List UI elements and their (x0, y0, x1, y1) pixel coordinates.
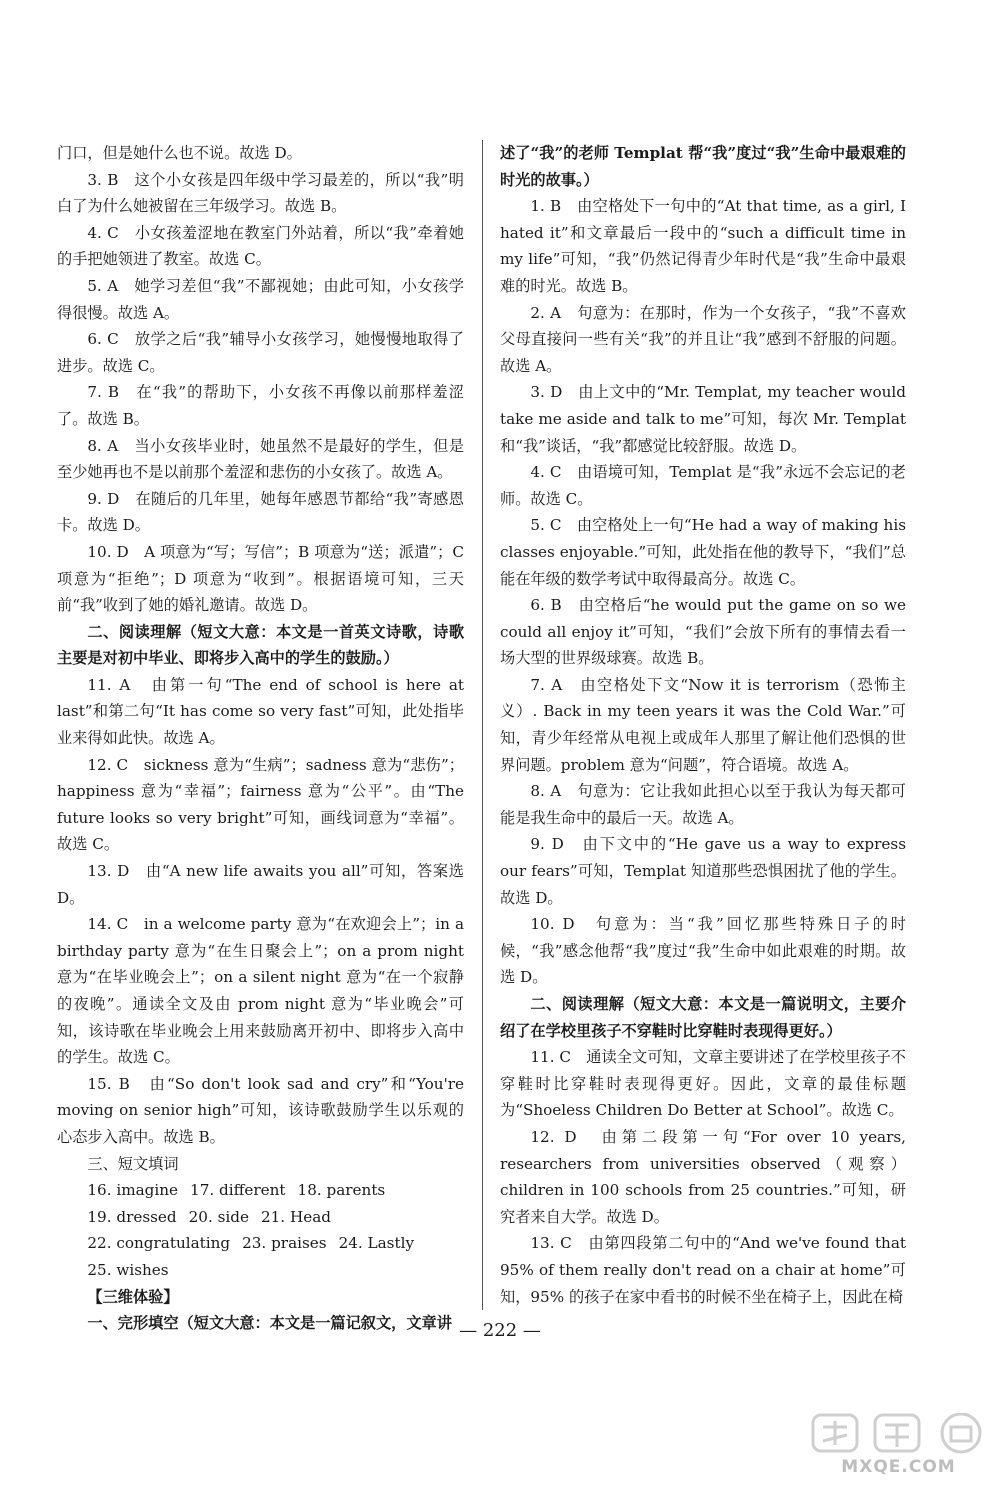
answer-item: 15. B 由“So don't look sad and cry”和“You're moving on senior high”可知，该诗歌鼓励学生以乐观的心态步入高中。故选 B。 (57, 1074, 464, 1146)
answer-item: 5. C 由空格处上一句“He had a way of making his classes enjoyable.”可知，此处指在他的教导下，“我们”总能在年级的数学考试中取得最高分。故选 C。 (500, 516, 906, 588)
answer-item: 14. C in a welcome party 意为“在欢迎会上”；in a birthday party 意为“在生日聚会上”；on a prom night 意为“在毕业晚会上”；on a silent night 意为“在一个寂静的夜晚”。通读全文及由 prom night 意为“毕业晚会”可知，该诗歌在毕业晚会上用来鼓励离开初中、即将步入高中的学生。故选 C。 (57, 915, 464, 1067)
vocab-item: 16. imagine (87, 1181, 179, 1200)
answer-item: 10. D 句意为：当“我”回忆那些特殊日子的时候，“我”感念他帮“我”度过“我”生命中如此艰难的时期。故选 D。 (500, 915, 906, 987)
answer-item: 12. D 由第二段第一句“For over 10 years, researchers from universities observed（观察）children in 100 schools from 25 countries.”可知，研究者来自大学。故选 D。 (500, 1127, 906, 1226)
section-heading: 【三维体验】 (87, 1287, 179, 1306)
vocab-item: 19. dressed (87, 1207, 177, 1226)
section-heading: 二、阅读理解（短文大意：本文是一篇说明文，主要介绍了在学校里孩子不穿鞋时比穿鞋时表现得更好。） (500, 995, 906, 1040)
vocab-item: 24. Lastly (338, 1234, 415, 1253)
watermark-logo-icon (811, 1413, 986, 1455)
watermark (811, 1413, 986, 1477)
page-number: — 222 — (459, 1320, 541, 1341)
answer-item: 13. C 由第四段第二句中的“And we've found that 95% of them really don't read on a chair at home”可知，95% 的孩子在家中看书的时候不坐在椅子上，因此在椅 (500, 1234, 906, 1306)
answer-item: 7. B 在“我”的帮助下，小女孩不再像以前那样羞涩了。故选 B。 (57, 383, 464, 428)
paragraph: 门口，但是她什么也不说。故选 D。 (57, 144, 302, 162)
left-column (57, 140, 464, 1337)
answer-item: 5. A 她学习差但“我”不鄙视她；由此可知，小女孩学得很慢。故选 A。 (57, 276, 464, 322)
answer-item: 2. A 句意为：在那时，作为一个女孩子，“我”不喜欢父母直接问一些有关“我”的并且让“我”感到不舒服的问题。故选 A。 (500, 303, 906, 375)
section-heading: 二、阅读理解（短文大意：本文是一首英文诗歌，诗歌主要是对初中毕业、即将步入高中的学生的鼓励。） (57, 622, 464, 668)
answer-item: 11. A 由第一句“The end of school is here at last”和第二句“It has come so very fast”可知，此处指毕业来得如此快。故选 A。 (57, 675, 464, 748)
vocab-item: 23. praises (242, 1234, 327, 1253)
answer-item: 7. A 由空格处下文“Now it is terrorism（恐怖主义）. Back in my teen years it was the Cold War.”可知，青少年经常从电视上或成年人那里了解让他们恐惧的世界问题。problem 意为“问题”，符合语境。故选 A。 (500, 675, 906, 774)
answer-item: 13. D 由“A new life awaits you all”可知，答案选 D。 (57, 862, 464, 907)
answer-item: 10. D A 项意为“写；写信”；B 项意为“送；派遣”；C 项意为“拒绝”；D 项意为“收到”。根据语境可知，三天前“我”收到了她的婚礼邀请。故选 D。 (57, 542, 464, 615)
section-heading: 三、短文填词 (87, 1154, 179, 1173)
watermark-url: MXQE.COM (841, 1457, 956, 1477)
answer-item: 6. C 放学之后“我”辅导小女孩学习，她慢慢地取得了进步。故选 C。 (57, 330, 464, 375)
answer-item: 3. B 这个小女孩是四年级中学习最差的，所以“我”明白了为什么她被留在三年级学习。故选 B。 (57, 170, 464, 216)
vocab-item: 25. wishes (87, 1260, 169, 1279)
answer-item: 8. A 句意为：它让我如此担心以至于我认为每天都可能是我生命中的最后一天。故选 A。 (500, 782, 906, 827)
vocab-item: 17. different (190, 1181, 286, 1200)
vocab-item: 22. congratulating (87, 1234, 231, 1253)
answer-item: 4. C 由语境可知，Templat 是“我”永远不会忘记的老师。故选 C。 (500, 463, 906, 508)
answer-item: 8. A 当小女孩毕业时，她虽然不是最好的学生，但是至少她再也不是以前那个羞涩和悲伤的小女孩了。故选 A。 (57, 436, 464, 482)
answer-item: 11. C 通读全文可知，文章主要讲述了在学校里孩子不穿鞋时比穿鞋时表现得更好。因此，文章的最佳标题为“Shoeless Children Do Better at School”。故选 C。 (500, 1048, 906, 1120)
column-divider (482, 140, 483, 1310)
answer-item: 6. B 由空格后“he would put the game on so we could all enjoy it”可知，“我们”会放下所有的事情去看一场大型的世界级球赛。故选 B。 (500, 596, 906, 668)
answer-item: 3. D 由上文中的“Mr. Templat, my teacher would take me aside and talk to me”可知，每次 Mr. Templat 和“我”谈话，“我”都感觉比较舒服。故选 D。 (500, 383, 906, 455)
vocab-item: 18. parents (297, 1181, 386, 1200)
answer-item: 9. D 在随后的几年里，她每年感恩节都给“我”寄感恩卡。故选 D。 (57, 489, 464, 535)
right-column (500, 140, 906, 1310)
answer-item: 1. B 由空格处下一句中的“At that time, as a girl, I hated it”和文章最后一段中的“such a difficult time in my life”可知，“我”仍然记得青少年时代是“我”生命中最艰难的时光。故选 B。 (500, 197, 906, 295)
vocab-item: 20. side (188, 1207, 249, 1226)
vocab-item: 21. Head (260, 1207, 331, 1226)
answer-item: 12. C sickness 意为“生病”；sadness 意为“悲伤”；happiness 意为“幸福”；fairness 意为“公平”。由“The future looks so very bright”可知，画线词意为“幸福”。故选 C。 (57, 755, 464, 854)
answer-item: 9. D 由下文中的“He gave us a way to express our fears”可知，Templat 知道那些恐惧困扰了他的学生。故选 D。 (500, 835, 906, 907)
section-heading: 一、完形填空（短文大意：本文是一篇记叙文，文章讲 (87, 1314, 452, 1333)
vocab-answers (57, 1177, 464, 1283)
answer-item: 4. C 小女孩羞涩地在教室门外站着，所以“我”牵着她的手把她领进了教室。故选 C。 (57, 223, 464, 269)
section-heading: 述了“我”的老师 Templat 帮“我”度过“我”生命中最艰难的时光的故事。） (500, 144, 906, 189)
